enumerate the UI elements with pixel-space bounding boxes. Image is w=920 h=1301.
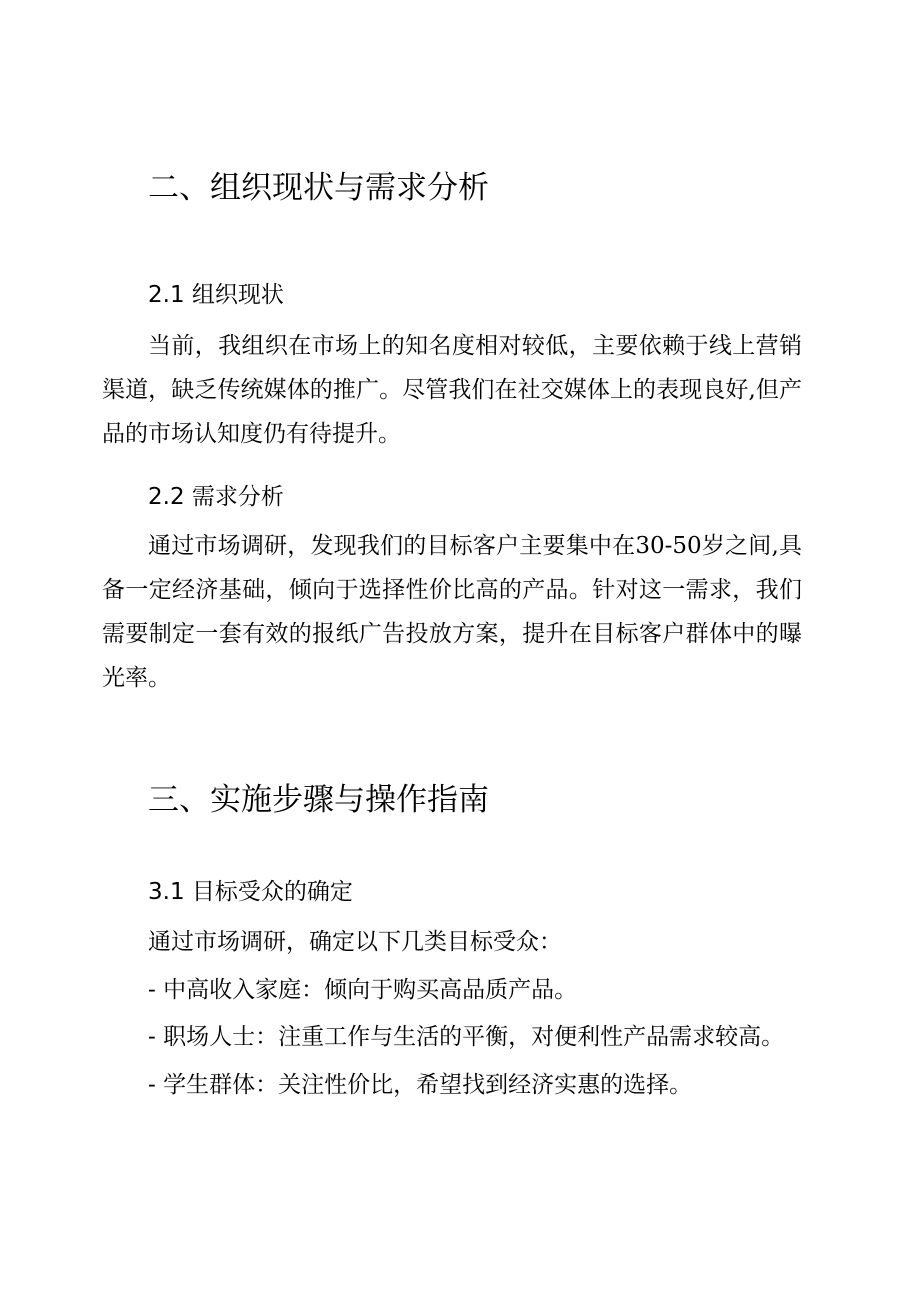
section-2-1-paragraph: 当前，我组织在市场上的知名度相对较低，主要依赖于线上营销渠道，缺乏传统媒体的推广。尽管我们在社交媒体上的表现良好,但产品的市场认知度仍有待提升。 [102,333,802,447]
section-2-2-paragraph: 通过市场调研，发现我们的目标客户主要集中在30-50岁之间,具备一定经济基础，倾向于选择性价比高的产品。针对这一需求，我们需要制定一套有效的报纸广告投放方案，提升在目标客户群体中的曝光率。 [102,533,802,691]
list-item: - 学生群体：关注性价比，希望找到经济实惠的选择。 [148,1072,693,1098]
section-3-1-intro: 通过市场调研，确定以下几类目标受众： [148,929,562,955]
section-3-heading: 三、实施步骤与操作指南 [148,782,489,818]
list-item: - 中高收入家庭：倾向于购买高品质产品。 [148,977,578,1003]
section-2-2-heading: 2.2 需求分析 [148,484,284,510]
section-2-heading: 二、组织现状与需求分析 [148,170,489,206]
list-item: - 职场人士：注重工作与生活的平衡，对便利性产品需求较高。 [148,1024,785,1050]
section-2-1-heading: 2.1 组织现状 [148,282,284,308]
section-3-1-heading: 3.1 目标受众的确定 [148,879,353,905]
